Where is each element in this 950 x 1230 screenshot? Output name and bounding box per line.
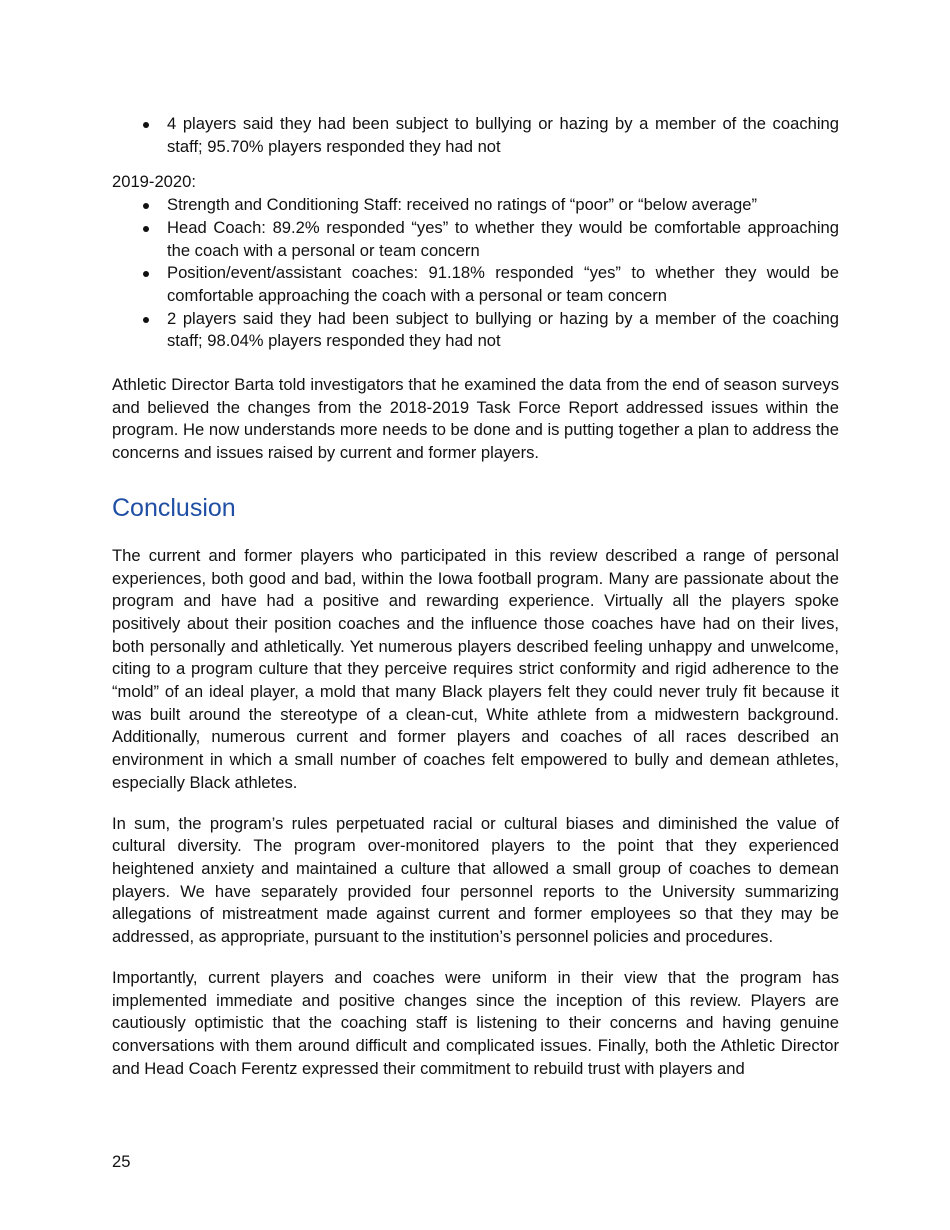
bullet-item: 2 players said they had been subject to bullying or hazing by a member of the coaching staff; 98.04% players responded they had not [112,308,839,353]
bullet-list-2018 [112,113,839,158]
bullet-list-2019-2020 [112,194,839,353]
conclusion-paragraph: Importantly, current players and coaches were uniform in their view that the program has implemented immediate and positive changes since the inception of this review. Players are cautiously optimistic that the coaching staff is listening to their concerns and having genuine conversations with them around difficult and complicated issues. Finally, both the Athletic Director and Head Coach Ferentz expressed their commitment to rebuild trust with players and [112,967,839,1078]
bullet-item: Position/event/assistant coaches: 91.18% responded “yes” to whether they would be comfortable approaching the coach with a personal or team concern [112,262,839,307]
bullet-item: Head Coach: 89.2% responded “yes” to whether they would be comfortable approaching the coach with a personal or team concern [112,217,839,262]
bullet-item: Strength and Conditioning Staff: received no ratings of “poor” or “below average” [112,194,839,217]
year-label: 2019-2020: [112,172,196,192]
conclusion-paragraph: The current and former players who participated in this review described a range of personal experiences, both good and bad, within the Iowa football program. Many are passionate about the program and have had a positive and rewarding experience. Virtually all the players spoke positively about their position coaches and the influence those coaches have had on their lives, both personally and athletically. Yet numerous players described feeling unhappy and unwelcome, citing to a program culture that they perceive requires strict conformity and rigid adherence to the “mold” of an ideal player, a mold that many Black players felt they could never truly fit because it was built around the stereotype of a clean-cut, White athlete from a midwestern background. Additionally, numerous current and former players and coaches of all races described an environment in which a small number of coaches felt empowered to bully and demean athletes, especially Black athletes. [112,545,839,792]
bullet-item: 4 players said they had been subject to bullying or hazing by a member of the coaching staff; 95.70% players responded they had not [112,113,839,158]
athletic-director-paragraph: Athletic Director Barta told investigators that he examined the data from the end of season surveys and believed the changes from the 2018-2019 Task Force Report addressed issues within the program. He now understands more needs to be done and is putting together a plan to address the concerns and issues raised by current and former players. [112,375,839,463]
page-number: 25 [112,1152,131,1171]
document-page [112,113,839,1080]
conclusion-heading: Conclusion [112,493,236,522]
conclusion-paragraph: In sum, the program’s rules perpetuated racial or cultural biases and diminished the value of cultural diversity. The program over-monitored players to the point that they experienced heightened anxiety and maintained a culture that allowed a small group of coaches to demean players. We have separately provided four personnel reports to the University summarizing allegations of mistreatment made against current and former employees so that they may be addressed, as appropriate, pursuant to the institution’s personnel policies and procedures. [112,813,839,947]
